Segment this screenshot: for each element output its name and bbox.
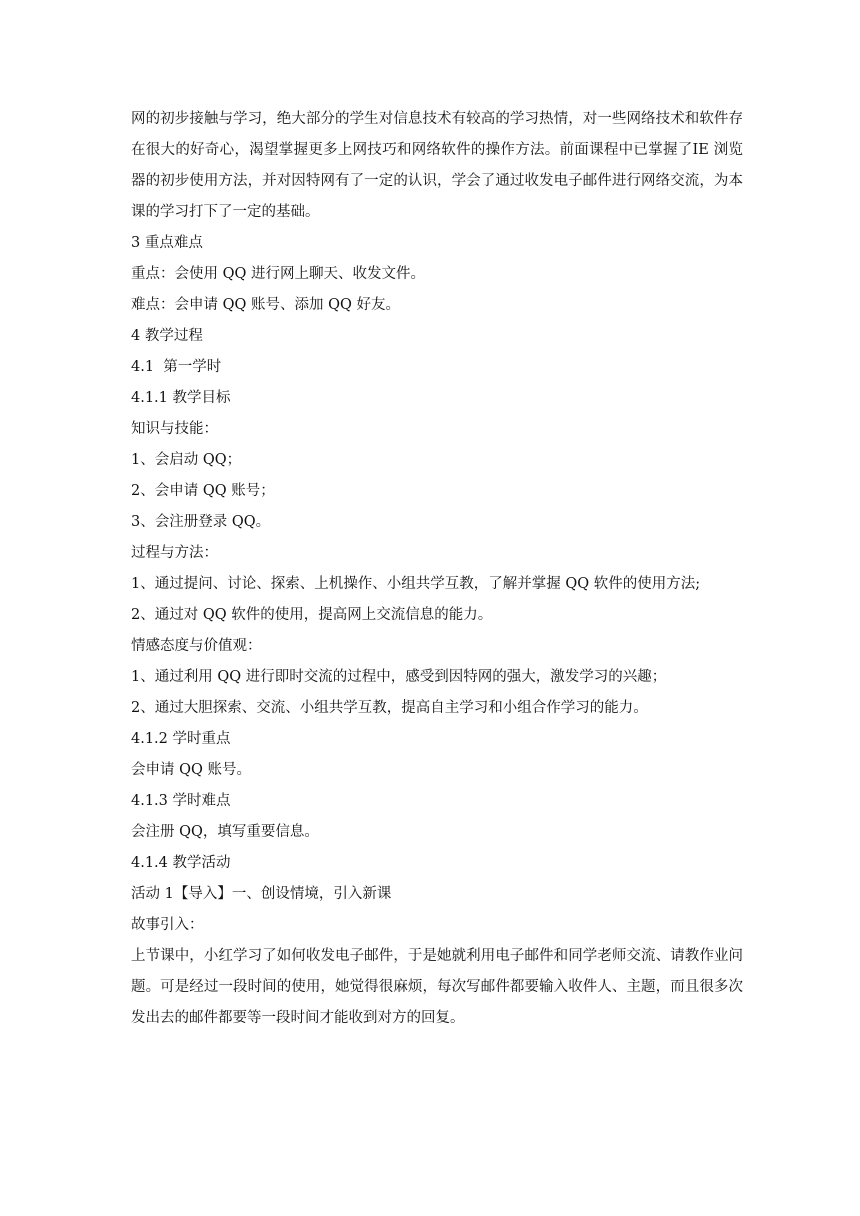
story-label: 故事引入： — [131, 917, 204, 933]
process-label: 过程与方法： — [131, 545, 218, 561]
section-heading-4-1-2: 4.1.2 学时重点 — [131, 731, 231, 747]
section-heading-4-1-1: 4.1.1 教学目标 — [131, 390, 231, 406]
intro-paragraph: 网的初步接触与学习，绝大部分的学生对信息技术有较高的学习热情，对一些网络技术和软件存在很大的好奇心，渴望掌握更多上网技巧和网络软件的操作方法。前面课程中已掌握了IE 浏览器的初步使用方法，并对因特网有了一定的认识，学会了通过收发电子邮件进行网络交流，为本课的学习打下了一定的基础。 — [131, 111, 743, 220]
story-paragraph: 上节课中，小红学习了如何收发电子邮件，于是她就利用电子邮件和同学老师交流、请教作业问题。可是经过一段时间的使用，她觉得很麻烦，每次写邮件都要输入收件人、主题，而且很多次发出去的邮件都要等一段时间才能收到对方的回复。 — [131, 948, 743, 1026]
list-item: 2、会申请 QQ 账号； — [131, 483, 275, 499]
list-item: 1、通过利用 QQ 进行即时交流的过程中，感受到因特网的强大，激发学习的兴趣； — [131, 669, 667, 685]
list-item: 1、通过提问、讨论、探索、上机操作、小组共学互教，了解并掌握 QQ 软件的使用方法; — [131, 576, 701, 592]
section-heading-3: 3 重点难点 — [131, 235, 203, 251]
difficult-point-text: 难点：会申请 QQ 账号、添加 QQ 好友。 — [131, 297, 400, 313]
key-point-text: 重点：会使用 QQ 进行网上聊天、收发文件。 — [131, 266, 425, 282]
emotion-label: 情感态度与价值观： — [131, 638, 262, 654]
difficult-point-2-text: 会注册 QQ，填写重要信息。 — [131, 824, 319, 840]
knowledge-label: 知识与技能： — [131, 421, 218, 437]
activity-title: 活动 1【导入】一、创设情境，引入新课 — [131, 886, 392, 902]
list-item: 2、通过大胆探索、交流、小组共学互教，提高自主学习和小组合作学习的能力。 — [131, 700, 648, 716]
list-item: 2、通过对 QQ 软件的使用，提高网上交流信息的能力。 — [131, 607, 493, 623]
document-body — [131, 104, 743, 1034]
section-heading-4-1-3: 4.1.3 学时难点 — [131, 793, 231, 809]
list-item: 1、会启动 QQ； — [131, 452, 242, 468]
section-heading-4-1: 4.1 第一学时 — [131, 359, 222, 375]
key-point-2-text: 会申请 QQ 账号。 — [131, 762, 251, 778]
section-heading-4-1-4: 4.1.4 教学活动 — [131, 855, 231, 871]
section-heading-4: 4 教学过程 — [131, 328, 203, 344]
list-item: 3、会注册登录 QQ。 — [131, 514, 271, 530]
